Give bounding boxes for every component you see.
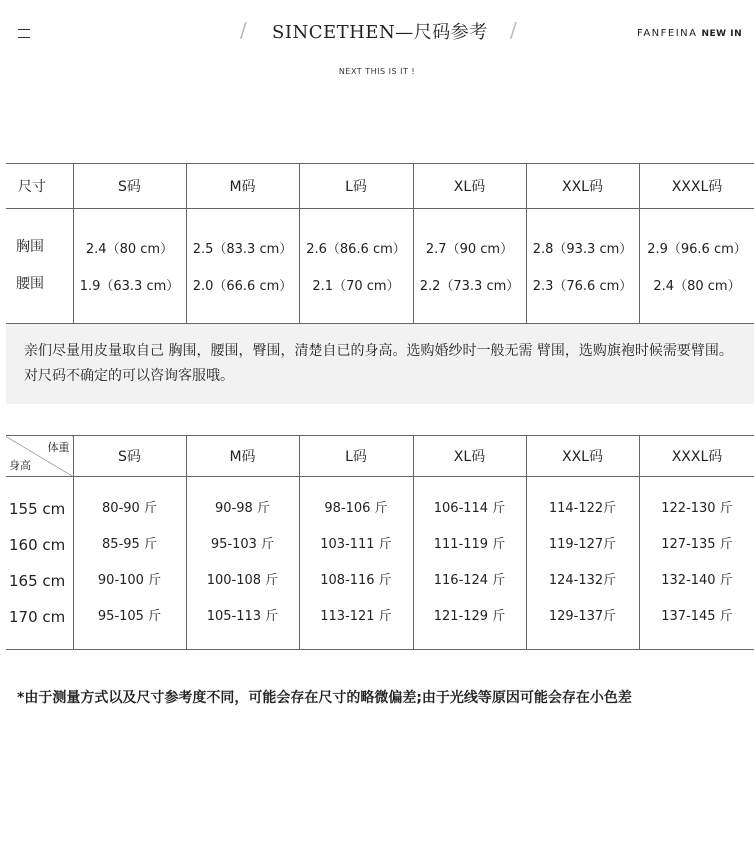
header-cell: L码 [299,164,413,209]
subtitle: NEXT THIS IS IT ! [338,67,416,76]
weight-table [6,435,754,650]
size-cell: 2.6（86.6 cm） 2.1（70 cm） [299,209,413,324]
row-label-waist: 腰围 [16,276,44,292]
height-label: 155 cm [9,500,66,518]
brand-tag: NEW IN [701,29,743,39]
size-table-header [6,164,754,209]
header-cell: XXXL码 [639,164,754,209]
brand[interactable] [637,28,742,39]
size-cell: 2.8（93.3 cm） 2.3（76.6 cm） [526,209,639,324]
note-text: 亲们尽量用皮量取自己 胸围，腰围，臀围，清楚自已的身高。选购婚纱时一般无需 臂围，选购旗袍时候需要臂围。对尺码不确定的可以咨询客服哦。 [24,343,733,384]
header-cell: XL码 [413,164,526,209]
divider-slash-right: / [510,18,517,42]
corner-cell [6,436,73,477]
weight-cell: 98-106 斤 103-111 斤 108-116 斤 113-121 斤 [299,477,413,650]
weight-cell: 114-122斤 119-127斤 124-132斤 129-137斤 [526,477,639,650]
height-labels [6,477,73,650]
size-table-body [6,209,754,324]
corner-weight-label: 体重 [47,441,70,454]
size-cell: 2.5（83.3 cm） 2.0（66.6 cm） [186,209,299,324]
weight-table-header [6,436,754,477]
corner-height-label: 身高 [9,459,31,472]
header-cell: S码 [73,436,186,477]
row-label-chest: 胸围 [16,239,44,255]
height-label: 165 cm [9,572,66,590]
header-cell: L码 [299,436,413,477]
measurement-note [6,324,754,404]
row-labels [6,209,73,324]
height-label: 170 cm [9,608,66,626]
size-cell: 2.4（80 cm） 1.9（63.3 cm） [73,209,186,324]
height-label: 160 cm [9,536,66,554]
header-cell: M码 [186,164,299,209]
header-cell: XXL码 [526,436,639,477]
size-cell: 2.9（96.6 cm） 2.4（80 cm） [639,209,754,324]
page-title: SINCETHEN—尺码参考 [272,22,488,43]
weight-cell: 90-98 斤 95-103 斤 100-108 斤 105-113 斤 [186,477,299,650]
disclaimer-footer: *由于测量方式以及尺寸参考度不同，可能会存在尺寸的略微偏差;由于光线等原因可能会存在小色差 [17,690,632,706]
header-cell: 尺寸 [6,164,73,209]
header-cell: S码 [73,164,186,209]
menu-icon[interactable] [18,29,30,38]
size-cell: 2.7（90 cm） 2.2（73.3 cm） [413,209,526,324]
header-cell: XXL码 [526,164,639,209]
header-cell: M码 [186,436,299,477]
weight-cell: 106-114 斤 111-119 斤 116-124 斤 121-129 斤 [413,477,526,650]
divider-slash-left: / [240,18,247,42]
weight-cell: 80-90 斤 85-95 斤 90-100 斤 95-105 斤 [73,477,186,650]
header-cell: XXXL码 [639,436,754,477]
header-cell: XL码 [413,436,526,477]
brand-name: FANFEINA [637,28,698,39]
weight-table-body [6,477,754,650]
size-table [6,163,754,324]
weight-cell: 122-130 斤 127-135 斤 132-140 斤 137-145 斤 [639,477,754,650]
